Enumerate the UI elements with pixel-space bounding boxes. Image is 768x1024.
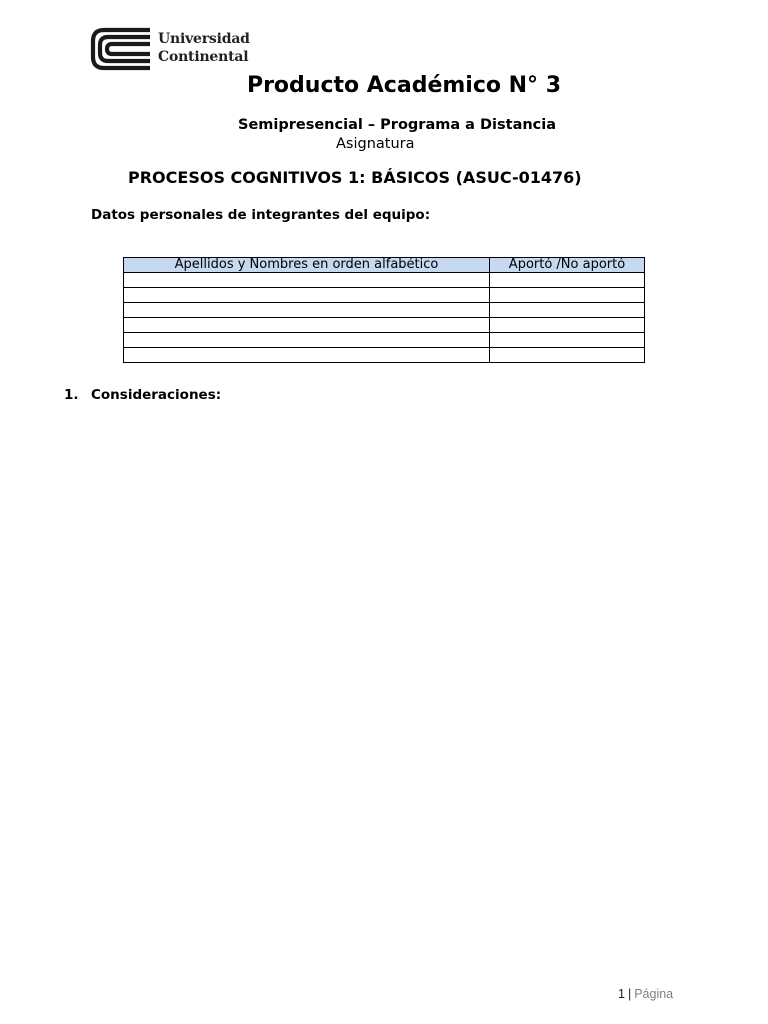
name-cell[interactable] [124,288,490,303]
contribution-cell[interactable] [490,303,645,318]
table-header-row [124,258,645,273]
logo-line-1: Universidad [158,31,250,47]
name-cell[interactable] [124,303,490,318]
name-cell[interactable] [124,333,490,348]
table-row [124,288,645,303]
section-considerations [64,387,221,403]
table-row [124,333,645,348]
header-contribution: Aportó /No aportó [490,258,645,273]
course-title: PROCESOS COGNITIVOS 1: BÁSICOS (ASUC-01476) [128,168,582,187]
table-row [124,318,645,333]
name-cell[interactable] [124,348,490,363]
subject-label: Asignatura [336,136,415,152]
table-row [124,303,645,318]
page-footer [618,987,673,1001]
logo-text [158,30,250,66]
contribution-cell[interactable] [490,348,645,363]
team-data-label: Datos personales de integrantes del equipo: [91,207,431,223]
name-cell[interactable] [124,318,490,333]
team-members-table [123,257,645,363]
section-label: Consideraciones: [91,387,222,403]
header-names: Apellidos y Nombres en orden alfabético [124,258,490,273]
contribution-cell[interactable] [490,318,645,333]
page-label: Página [634,987,674,1001]
table-row [124,273,645,288]
document-title: Producto Académico N° 3 [246,73,562,98]
footer-separator: | [627,987,632,1001]
program-subtitle: Semipresencial – Programa a Distancia [238,117,557,133]
university-logo [90,26,260,72]
contribution-cell[interactable] [490,288,645,303]
page-number: 1 [618,987,625,1001]
university-logo-icon [90,26,152,72]
contribution-cell[interactable] [490,333,645,348]
logo-line-2: Continental [158,49,249,65]
name-cell[interactable] [124,273,490,288]
section-number: 1. [64,387,79,403]
contribution-cell[interactable] [490,273,645,288]
table-row [124,348,645,363]
